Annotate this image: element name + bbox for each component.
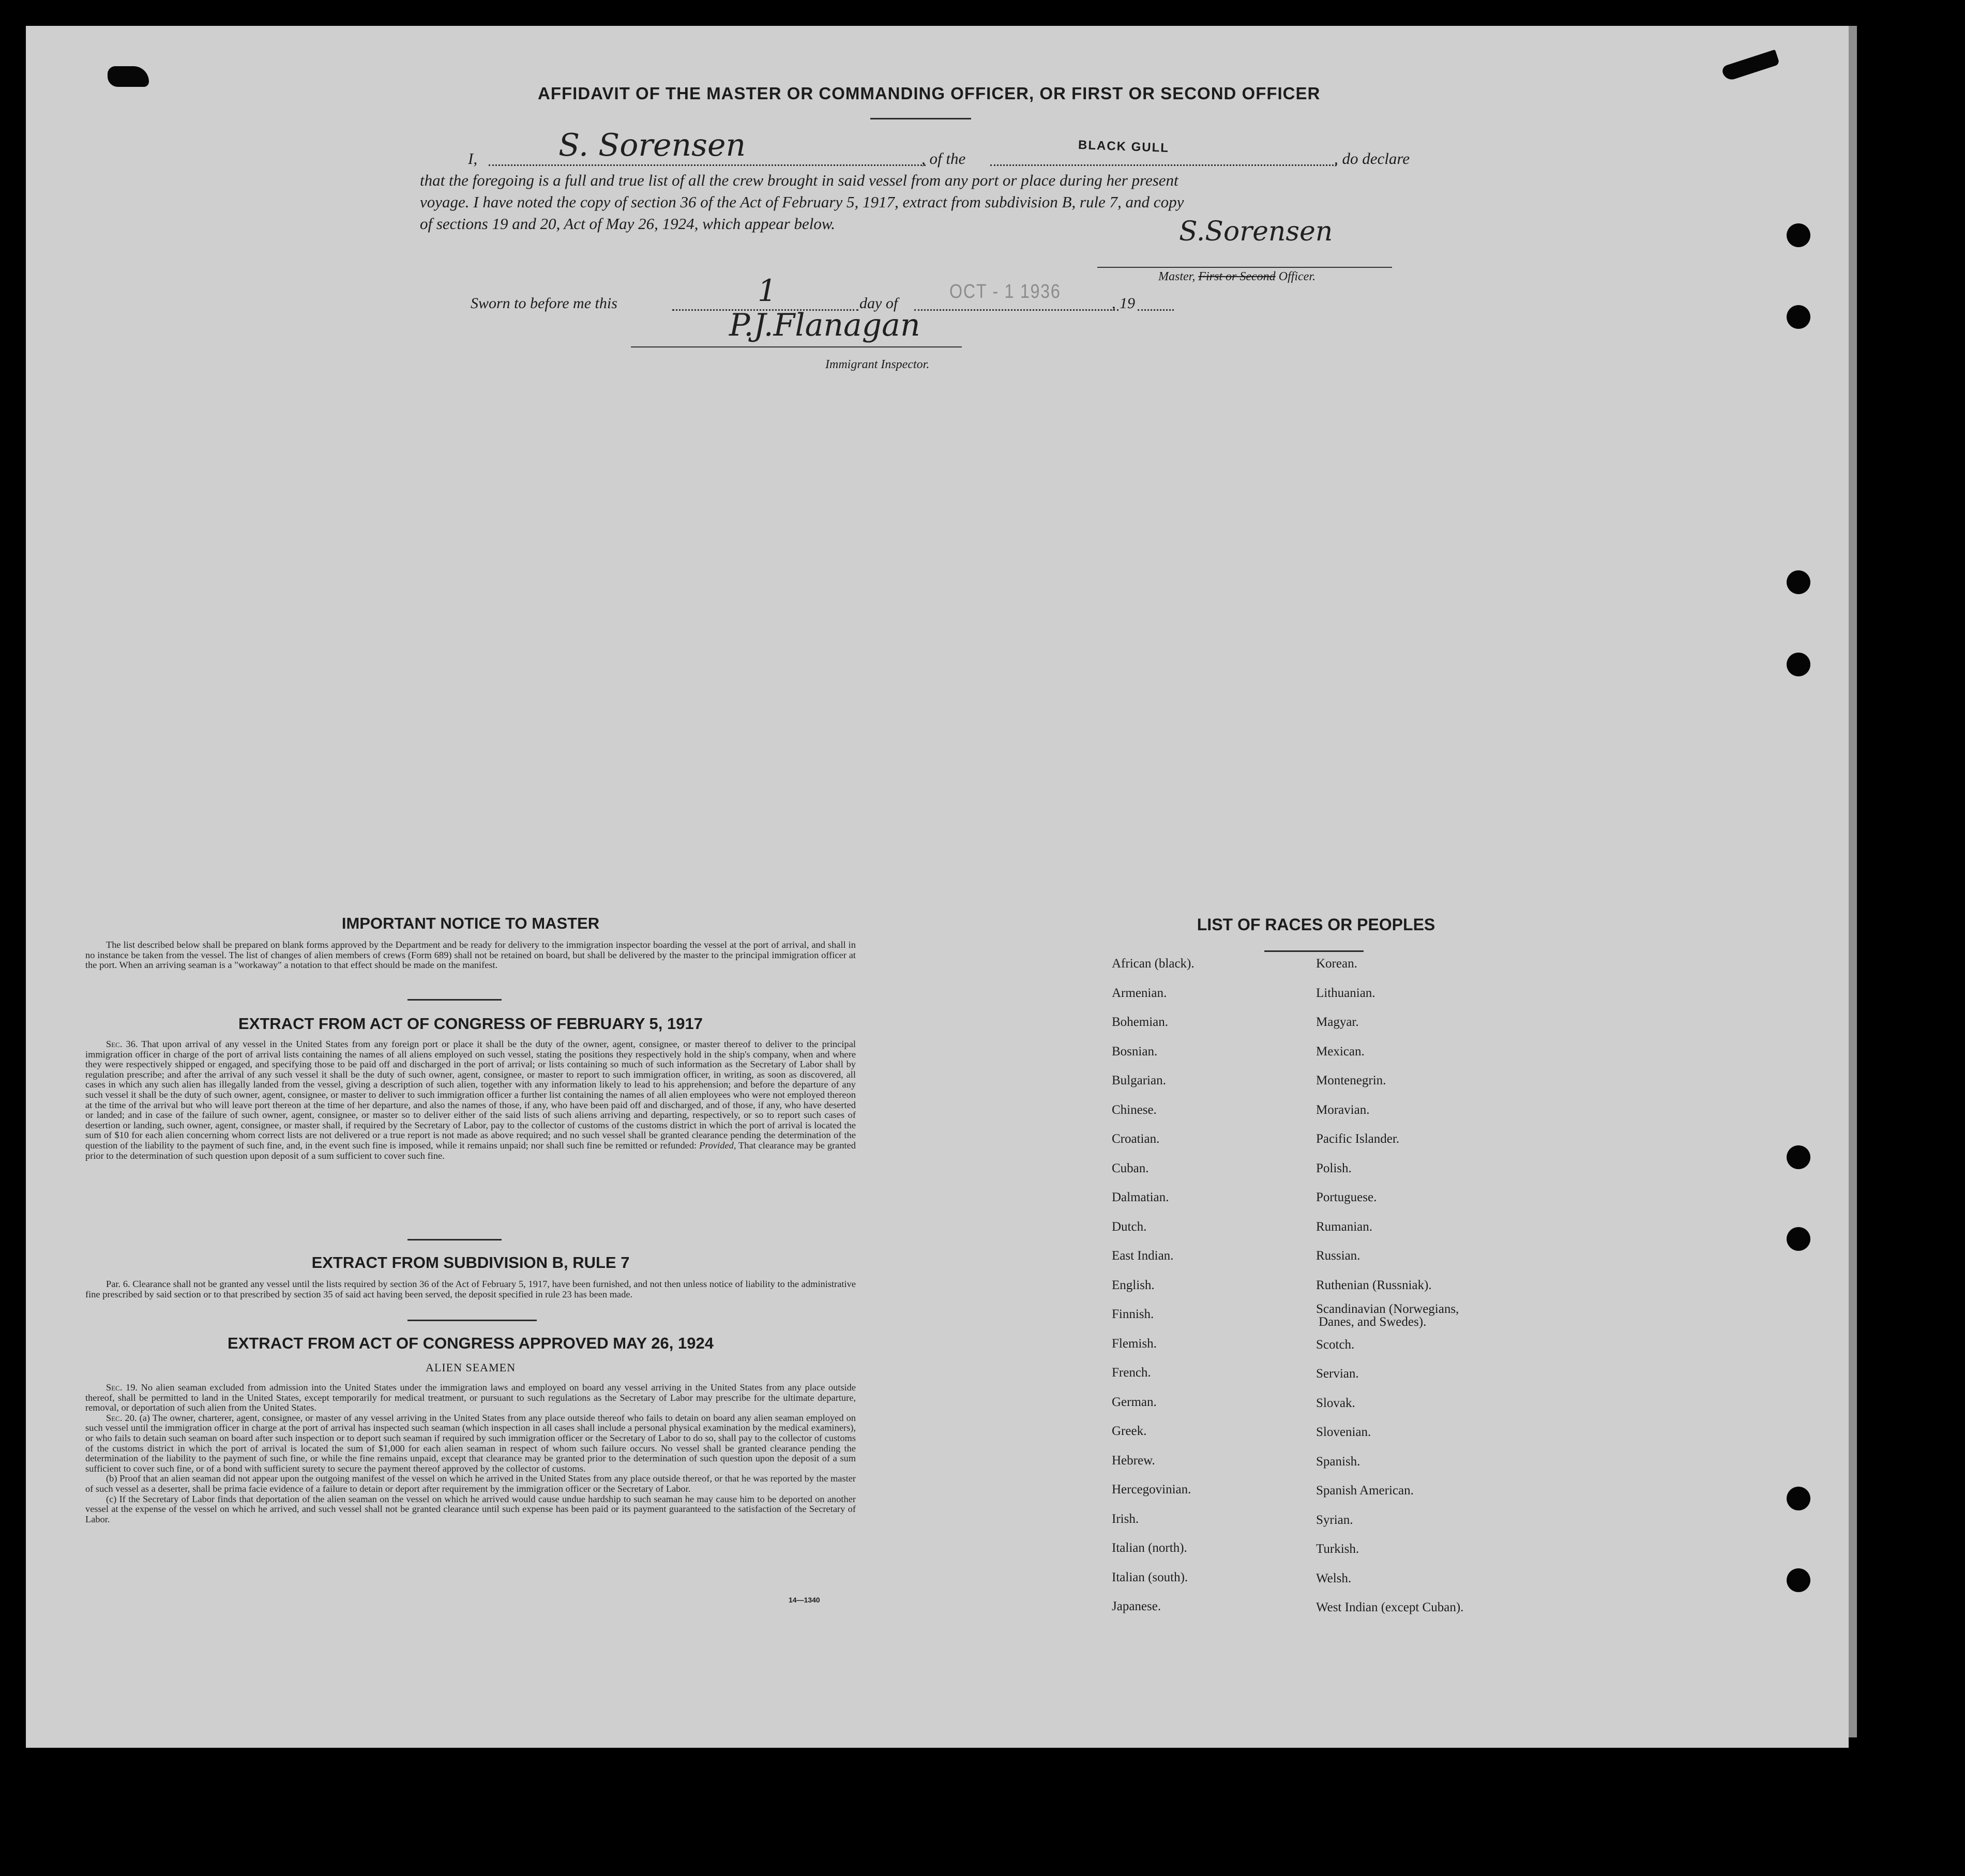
extract-rule7-text: Par. 6. Clearance shall not be granted any vessel until the lists required by section 36 of the Act of February 5, 1917, have been furnished, and not then unless notice of liability to the administrative fine prescribed by said section or to that prescribed by section 35 of said act having been served, the deposit specified in rule 23 has been made. [85,1279,856,1299]
race-item-right: Pacific Islander. [1316,1132,1400,1146]
race-item-left: Dutch. [1112,1220,1147,1234]
race-item-right: Turkish. [1316,1542,1359,1556]
races-title: LIST OF RACES OR PEOPLES [1197,915,1435,934]
inspector-signature-line [631,346,962,347]
race-item-left: Japanese. [1112,1599,1161,1613]
extract-1917-divider [407,1239,502,1240]
provided-label: Provided, [699,1140,736,1151]
sec-20a-paragraph [85,1413,856,1474]
declaration-line-2: that the foregoing is a full and true list of all the crew brought in said vessel from any port or place during her present [420,171,1178,189]
race-item-left: Greek. [1112,1424,1147,1438]
scandinavian-line-2: Danes, and Swedes). [1319,1315,1427,1329]
sec-19-paragraph [85,1383,856,1413]
sworn-year-prefix: , 19 [1112,295,1135,312]
date-stamp: OCT - 1 1936 [949,281,1061,302]
race-item-left: Croatian. [1112,1132,1160,1146]
race-item-right: Moravian. [1316,1103,1370,1117]
race-item-left: East Indian. [1112,1249,1174,1263]
race-item-left: Chinese. [1112,1103,1157,1117]
extract-rule7-title: EXTRACT FROM SUBDIVISION B, RULE 7 [311,1253,630,1272]
sec-20a-text: (a) The owner, charterer, agent, consignee, or master of any vessel arriving in the United States from any place outside thereof who fails to detain on board any alien seaman employed on such vessel until the immigration officer in charge at the port of arrival has inspected such seaman (which inspection in all cases shall include a personal physical examination by the medical examiners), or who fails to detain such seaman on board after such inspection or to deport such seaman if required by such immigration officer or the Secretary of Labor to do so, shall pay to the collector of customs of the customs district in which the port of arrival is located the sum of $1,000 for each alien seaman in respect of whom such failure occurs. No vessel shall be granted clearance pending the determination of the liability to the payment of such fine, or while the fine remains unpaid, except that clearance may be granted prior to the determination of such question upon the deposit of a sum sufficient to cover such fine, or of a bond with sufficient surety to secure the payment thereof approved by the collector of customs. [85,1412,856,1474]
extract-1917-title: EXTRACT FROM ACT OF CONGRESS OF FEBRUARY 5, 1917 [238,1015,703,1033]
race-item-right: Portuguese. [1316,1190,1377,1204]
sec-20-label: Sec. 20. [106,1412,137,1423]
punch-hole [1787,1487,1810,1510]
race-item-left: Flemish. [1112,1337,1157,1351]
race-item-right: Scotch. [1316,1338,1355,1352]
alien-seamen-subtitle: ALIEN SEAMEN [426,1361,516,1374]
races-title-underline [1264,950,1364,952]
race-item-right: Spanish American. [1316,1484,1414,1497]
race-item-left: Bulgarian. [1112,1073,1166,1087]
punch-hole [1787,1568,1810,1592]
sheet-edge-strip [1849,26,1857,1737]
race-item-right: Magyar. [1316,1015,1359,1029]
master-name-handwritten: S. Sorensen [558,127,746,163]
inspector-signature: P.J.Flanagan [729,307,920,343]
inspector-caption: Immigrant Inspector. [825,358,930,371]
provided-text: That clearance may be granted prior to the determination of such question upon deposit of a sum sufficient to cover such fine. [85,1140,856,1161]
sworn-month-line [914,309,1118,311]
declaration-prefix: I, [468,149,478,168]
punch-hole [1787,570,1810,594]
sec-36-text: That upon arrival of any vessel in the United States from any foreign port or place it shall be the duty of the owner, agent, consignee, or master thereof to deliver to the principal immigration officer in charge of the port of arrival lists containing the names of all aliens employed on such vessel, stating the positions they respectively hold in the ship's company, when and where they were respectively shipped or engaged, and specifying those to be paid off and discharged in the port of arrival; or lists containing so much of such information as the Secretary of Labor shall by regulation prescribe; and after the arrival of any such vessel it shall be the duty of such owner, agent, consignee, or master to report to such immigration officer, in writing, as soon as discovered, all cases in which any such alien has illegally landed from the vessel, giving a description of such alien, together with any information likely to lead to his apprehension; and before the departure of any such vessel it shall be the duty of such owner, agent, consignee, or master to deliver to such immigration officer a further list containing the names of all alien employees who were not employed thereon at the time of the arrival but who will leave port thereon at the time of her departure, and also the names of those, if any, who have been paid off and discharged, and of those, if any, who have deserted or landed; and in case of the failure of such owner, agent, consignee, or master so to deliver either of the said lists of such aliens arriving and departing, respectively, or so to report such cases of desertion or landing, such owner, agent, consignee, or master shall, if required by the Secretary of Labor, pay to the collector of customs of the customs district in which the port of arrival is located the sum of $10 for each alien concerning whom correct lists are not delivered or a true report is not made as above required; and no such vessel shall be granted clearance pending the determination of the question of the liability to the payment of such fine, and, in the event such fine is imposed, while it remains unpaid; nor shall such fine be remitted or refunded: [85,1039,856,1151]
caption-master: Master, [1158,270,1199,283]
master-signature: S.Sorensen [1179,216,1333,247]
race-item-right: Syrian. [1316,1513,1353,1527]
race-item-left: French. [1112,1366,1151,1380]
caption-first-or-second-struck: First or Second [1198,270,1276,283]
punch-hole [1787,223,1810,247]
race-item-left: Cuban. [1112,1161,1149,1175]
torn-corner-top-left [108,66,149,87]
declaration-of-the: , of the [921,149,966,168]
race-item-right: Slovak. [1316,1396,1355,1410]
master-name-line [489,164,926,166]
sworn-prefix: Sworn to before me this [471,295,617,312]
race-item-right: Montenegrin. [1316,1073,1386,1087]
title-underline [870,118,971,119]
declaration-line-4: of sections 19 and 20, Act of May 26, 1924, which appear below. [420,215,836,233]
race-item-left: Hebrew. [1112,1454,1155,1467]
sec-19-label: Sec. 19. [106,1382,138,1393]
notice-divider [407,999,502,1001]
race-item-right: Slovenian. [1316,1425,1371,1439]
notice-text: The list described below shall be prepared on blank forms approved by the Department and be ready for delivery to the immigration inspector boarding the vessel at the port of arrival, and shall in no instance be taken from the vessel. The list of changes of alien members of crews (Form 689) shall not be retained on board, but shall be delivered by the master to the principal immigration officer at the port. When an arriving seaman is a "workaway" a notation to that effect should be made on the manifest. [85,940,856,971]
affidavit-title: AFFIDAVIT OF THE MASTER OR COMMANDING OFFICER, OR FIRST OR SECOND OFFICER [538,84,1321,103]
caption-officer: Officer. [1275,270,1316,283]
race-item-left: African (black). [1112,957,1195,971]
race-item-right: Rumanian. [1316,1220,1373,1234]
race-item-left: English. [1112,1278,1155,1292]
punch-hole [1787,1227,1810,1251]
sec-36-label: Sec. 36. [106,1039,138,1049]
race-item-left: Armenian. [1112,986,1167,1000]
race-item-right: Lithuanian. [1316,986,1376,1000]
race-item-right: Mexican. [1316,1045,1365,1058]
race-item-left: Italian (south). [1112,1570,1188,1584]
race-item-right: Servian. [1316,1367,1359,1381]
race-item-left: Italian (north). [1112,1541,1187,1555]
race-item-right: Polish. [1316,1161,1352,1175]
extract-1924-text [85,1383,856,1524]
race-item-right: West Indian (except Cuban). [1316,1600,1464,1614]
race-item-right: Ruthenian (Russniak). [1316,1278,1432,1292]
notice-title: IMPORTANT NOTICE TO MASTER [341,914,600,932]
race-item-left: Irish. [1112,1512,1139,1526]
extract-1924-title: EXTRACT FROM ACT OF CONGRESS APPROVED MAY 26, 1924 [228,1334,714,1352]
declaration-do-declare: , do declare [1334,149,1410,168]
vessel-name-line [990,164,1337,166]
race-item-left: Bosnian. [1112,1045,1158,1058]
race-item-left: Dalmatian. [1112,1190,1169,1204]
sworn-day-handwritten: 1 [758,273,777,308]
sec-20b-paragraph: (b) Proof that an alien seaman did not appear upon the outgoing manifest of the vessel on which he arrived in the United States from any place outside thereof, or that he was reported by the master of such vessel as a deserter, shall be prima facie evidence of a failure to detain or deport after requirement by the immigration officer or the Secretary of Labor. [85,1473,856,1494]
punch-hole [1787,1145,1810,1169]
punch-hole [1787,305,1810,329]
extract-1917-text [85,1039,856,1161]
sec-20c-paragraph: (c) If the Secretary of Labor finds that deportation of the alien seaman on the vessel on which he arrived would cause undue hardship to such seaman he may cause him to be deported on another vessel at the expense of the vessel on which he arrived, and such vessel shall not be granted clearance until such expense has been paid or its payment guaranteed to the satisfaction of the Secretary of Labor. [85,1493,856,1524]
race-item-right: Scandinavian (Norwegians, [1316,1302,1459,1316]
form-number: 14—1340 [789,1596,820,1604]
master-signature-caption [1158,270,1316,284]
race-item-left: Hercegovinian. [1112,1482,1191,1496]
race-item-right: Welsh. [1316,1571,1352,1585]
extract-rule7-divider [407,1320,537,1321]
master-signature-line [1097,267,1392,268]
race-item-right: Korean. [1316,957,1357,971]
race-item-left: Bohemian. [1112,1015,1169,1029]
sec-19-text: No alien seaman excluded from admission into the United States under the immigration laws and employed on board any vessel arriving in the United States from any place outside thereof, shall be permitted to land in the United States, except temporarily for medical treatment, or pursuant to such regulations as the Secretary of Labor may prescribe for the ultimate departure, removal, or deportation of such alien from the United States. [85,1382,856,1413]
sworn-day-of: day of [859,295,898,312]
declaration-line-3: voyage. I have noted the copy of section 36 of the Act of February 5, 1917, extract from subdivision B, rule 7, and copy [420,193,1184,211]
race-item-right: Spanish. [1316,1455,1361,1469]
sworn-year-line [1138,309,1174,311]
punch-hole [1787,653,1810,676]
race-item-left: Finnish. [1112,1307,1154,1321]
vessel-name: BLACK GULL [1078,138,1170,156]
race-item-left: German. [1112,1395,1157,1409]
race-item-right: Russian. [1316,1249,1361,1263]
